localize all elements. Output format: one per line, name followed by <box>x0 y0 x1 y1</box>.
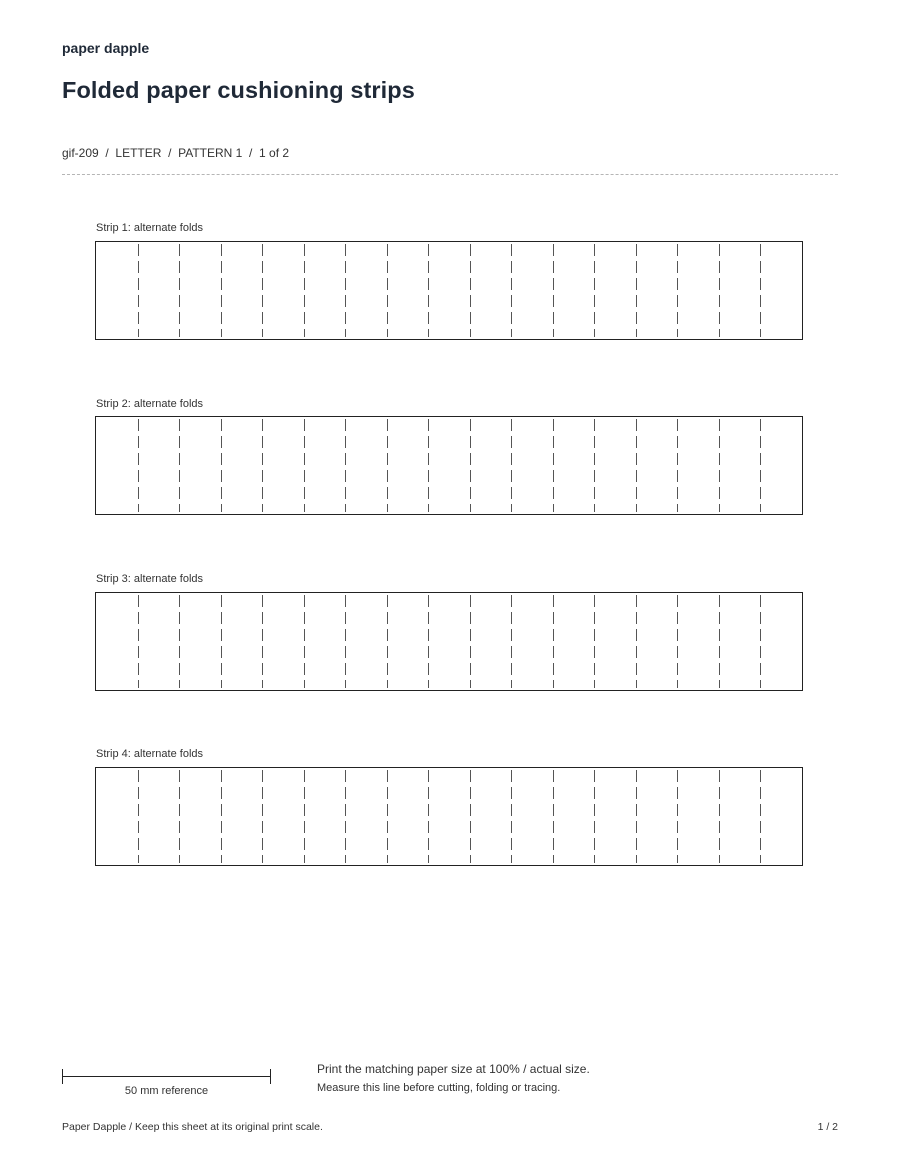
fold-line <box>345 770 346 863</box>
fold-line <box>387 595 388 688</box>
fold-line <box>262 770 263 863</box>
fold-line <box>760 244 761 337</box>
fold-line <box>138 595 139 688</box>
breadcrumb-separator: / <box>168 146 172 160</box>
fold-line <box>221 595 222 688</box>
fold-line <box>636 244 637 337</box>
print-scale-note: Print the matching paper size at 100% / actual size. <box>317 1062 590 1076</box>
fold-line <box>345 595 346 688</box>
strip-outline <box>95 592 803 691</box>
measure-note: Measure this line before cutting, folding or tracing. <box>317 1082 561 1094</box>
fold-line <box>179 419 180 512</box>
fold-line <box>221 244 222 337</box>
fold-line <box>594 244 595 337</box>
strip-label: Strip 4: alternate folds <box>96 748 204 760</box>
reference-label: 50 mm reference <box>124 1085 209 1097</box>
fold-line <box>470 419 471 512</box>
fold-line <box>179 595 180 688</box>
strip-label: Strip 3: alternate folds <box>96 573 204 585</box>
strip-outline <box>95 416 803 515</box>
strip-label: Strip 2: alternate folds <box>96 398 204 410</box>
fold-line <box>138 770 139 863</box>
fold-line <box>553 770 554 863</box>
fold-line <box>470 244 471 337</box>
fold-line <box>636 770 637 863</box>
fold-line <box>304 595 305 688</box>
fold-line <box>179 244 180 337</box>
fold-line <box>760 595 761 688</box>
strip-outline <box>95 767 803 866</box>
fold-line <box>262 419 263 512</box>
strip-label: Strip 1: alternate folds <box>96 222 204 234</box>
fold-line <box>511 770 512 863</box>
footer-text: Paper Dapple / Keep this sheet at its original print scale. <box>62 1121 323 1133</box>
reference-tick-left <box>62 1069 63 1084</box>
fold-line <box>470 595 471 688</box>
fold-line <box>221 419 222 512</box>
fold-line <box>553 419 554 512</box>
fold-line <box>345 419 346 512</box>
fold-line <box>428 770 429 863</box>
fold-line <box>677 419 678 512</box>
breadcrumb-page: 1 of 2 <box>259 146 290 160</box>
fold-line <box>511 595 512 688</box>
breadcrumb-id: gif-209 <box>62 146 99 160</box>
fold-line <box>304 244 305 337</box>
page-title: Folded paper cushioning strips <box>62 77 415 103</box>
breadcrumb-pattern: PATTERN 1 <box>178 146 243 160</box>
fold-line <box>262 244 263 337</box>
fold-line <box>428 244 429 337</box>
reference-tick-right <box>270 1069 271 1084</box>
fold-line <box>594 770 595 863</box>
fold-line <box>304 770 305 863</box>
fold-line <box>221 770 222 863</box>
breadcrumb-separator: / <box>105 146 109 160</box>
reference-line <box>62 1076 270 1077</box>
fold-line <box>428 419 429 512</box>
fold-line <box>594 419 595 512</box>
fold-line <box>553 244 554 337</box>
fold-line <box>387 244 388 337</box>
fold-line <box>636 419 637 512</box>
fold-line <box>304 419 305 512</box>
fold-line <box>387 770 388 863</box>
fold-line <box>719 244 720 337</box>
breadcrumb <box>62 146 289 160</box>
breadcrumb-paper: LETTER <box>115 146 162 160</box>
fold-line <box>511 244 512 337</box>
fold-line <box>760 419 761 512</box>
fold-line <box>387 419 388 512</box>
strip-outline <box>95 241 803 340</box>
fold-line <box>719 770 720 863</box>
fold-line <box>428 595 429 688</box>
fold-line <box>511 419 512 512</box>
fold-line <box>262 595 263 688</box>
fold-line <box>719 419 720 512</box>
breadcrumb-separator: / <box>249 146 253 160</box>
fold-line <box>470 770 471 863</box>
fold-line <box>677 770 678 863</box>
header-divider <box>62 174 838 175</box>
fold-line <box>138 419 139 512</box>
fold-line <box>179 770 180 863</box>
fold-line <box>719 595 720 688</box>
fold-line <box>677 244 678 337</box>
fold-line <box>138 244 139 337</box>
brand-name: paper dapple <box>62 40 150 56</box>
fold-line <box>345 244 346 337</box>
fold-line <box>760 770 761 863</box>
fold-line <box>594 595 595 688</box>
fold-line <box>677 595 678 688</box>
fold-line <box>636 595 637 688</box>
fold-line <box>553 595 554 688</box>
page-number: 1 / 2 <box>817 1121 838 1133</box>
